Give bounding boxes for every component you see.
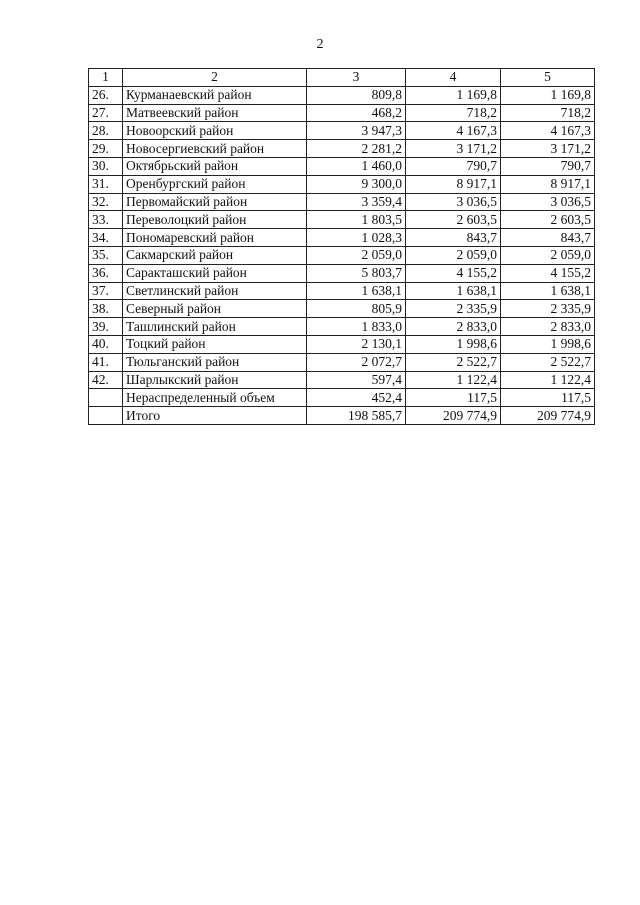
table-row bbox=[89, 86, 595, 104]
row-number-cell: 31. bbox=[89, 175, 123, 193]
value-col4-cell: 2 522,7 bbox=[406, 353, 501, 371]
table-row bbox=[89, 122, 595, 140]
row-number-cell: 33. bbox=[89, 211, 123, 229]
row-number-cell: 42. bbox=[89, 371, 123, 389]
row-number-cell: 40. bbox=[89, 335, 123, 353]
value-col4-cell: 718,2 bbox=[406, 104, 501, 122]
table-row bbox=[89, 335, 595, 353]
value-col4-cell: 1 122,4 bbox=[406, 371, 501, 389]
table-row bbox=[89, 389, 595, 407]
district-name-cell: Саракташский район bbox=[123, 264, 307, 282]
value-col5-cell: 4 167,3 bbox=[501, 122, 595, 140]
table-body bbox=[89, 69, 595, 425]
header-cell-2: 2 bbox=[123, 69, 307, 87]
value-col5-cell: 117,5 bbox=[501, 389, 595, 407]
row-number-cell: 34. bbox=[89, 229, 123, 247]
district-name-cell: Пономаревский район bbox=[123, 229, 307, 247]
table-row bbox=[89, 407, 595, 425]
value-col3-cell: 198 585,7 bbox=[307, 407, 406, 425]
row-number-cell: 39. bbox=[89, 318, 123, 336]
value-col4-cell: 1 998,6 bbox=[406, 335, 501, 353]
district-name-cell: Оренбургский район bbox=[123, 175, 307, 193]
district-name-cell: Тюльганский район bbox=[123, 353, 307, 371]
table-row bbox=[89, 300, 595, 318]
row-number-cell: 36. bbox=[89, 264, 123, 282]
value-col5-cell: 8 917,1 bbox=[501, 175, 595, 193]
value-col3-cell: 1 638,1 bbox=[307, 282, 406, 300]
district-name-cell: Нераспределенный объем bbox=[123, 389, 307, 407]
table-row bbox=[89, 193, 595, 211]
row-number-cell: 30. bbox=[89, 157, 123, 175]
district-name-cell: Октябрьский район bbox=[123, 157, 307, 175]
value-col5-cell: 1 169,8 bbox=[501, 86, 595, 104]
table-row bbox=[89, 229, 595, 247]
value-col4-cell: 209 774,9 bbox=[406, 407, 501, 425]
district-name-cell: Новосергиевский район bbox=[123, 140, 307, 158]
district-name-cell: Ташлинский район bbox=[123, 318, 307, 336]
value-col3-cell: 809,8 bbox=[307, 86, 406, 104]
value-col5-cell: 718,2 bbox=[501, 104, 595, 122]
value-col5-cell: 1 638,1 bbox=[501, 282, 595, 300]
value-col3-cell: 9 300,0 bbox=[307, 175, 406, 193]
value-col4-cell: 3 036,5 bbox=[406, 193, 501, 211]
district-name-cell: Матвеевский район bbox=[123, 104, 307, 122]
value-col5-cell: 2 522,7 bbox=[501, 353, 595, 371]
row-number-cell: 27. bbox=[89, 104, 123, 122]
value-col5-cell: 1 122,4 bbox=[501, 371, 595, 389]
table-row bbox=[89, 175, 595, 193]
value-col4-cell: 2 059,0 bbox=[406, 246, 501, 264]
row-number-cell bbox=[89, 407, 123, 425]
district-name-cell: Сакмарский район bbox=[123, 246, 307, 264]
value-col3-cell: 1 460,0 bbox=[307, 157, 406, 175]
table-row bbox=[89, 318, 595, 336]
header-cell-3: 3 bbox=[307, 69, 406, 87]
table-row bbox=[89, 282, 595, 300]
value-col4-cell: 117,5 bbox=[406, 389, 501, 407]
district-name-cell: Шарлыкский район bbox=[123, 371, 307, 389]
value-col3-cell: 1 833,0 bbox=[307, 318, 406, 336]
data-table bbox=[88, 68, 595, 425]
value-col3-cell: 5 803,7 bbox=[307, 264, 406, 282]
value-col5-cell: 843,7 bbox=[501, 229, 595, 247]
value-col5-cell: 3 171,2 bbox=[501, 140, 595, 158]
district-name-cell: Светлинский район bbox=[123, 282, 307, 300]
value-col3-cell: 1 028,3 bbox=[307, 229, 406, 247]
row-number-cell: 37. bbox=[89, 282, 123, 300]
page-number: 2 bbox=[316, 37, 324, 52]
row-number-cell: 41. bbox=[89, 353, 123, 371]
value-col3-cell: 3 359,4 bbox=[307, 193, 406, 211]
header-cell-4: 4 bbox=[406, 69, 501, 87]
value-col5-cell: 790,7 bbox=[501, 157, 595, 175]
district-name-cell: Первомайский район bbox=[123, 193, 307, 211]
value-col4-cell: 4 167,3 bbox=[406, 122, 501, 140]
table-row bbox=[89, 211, 595, 229]
table-row bbox=[89, 157, 595, 175]
value-col4-cell: 1 169,8 bbox=[406, 86, 501, 104]
value-col4-cell: 2 833,0 bbox=[406, 318, 501, 336]
table-row bbox=[89, 353, 595, 371]
value-col3-cell: 2 281,2 bbox=[307, 140, 406, 158]
value-col5-cell: 2 059,0 bbox=[501, 246, 595, 264]
row-number-cell: 26. bbox=[89, 86, 123, 104]
row-number-cell: 35. bbox=[89, 246, 123, 264]
row-number-cell: 28. bbox=[89, 122, 123, 140]
value-col4-cell: 4 155,2 bbox=[406, 264, 501, 282]
value-col3-cell: 2 059,0 bbox=[307, 246, 406, 264]
district-name-cell: Северный район bbox=[123, 300, 307, 318]
value-col4-cell: 843,7 bbox=[406, 229, 501, 247]
table-row bbox=[89, 104, 595, 122]
row-number-cell: 32. bbox=[89, 193, 123, 211]
value-col4-cell: 2 335,9 bbox=[406, 300, 501, 318]
value-col4-cell: 3 171,2 bbox=[406, 140, 501, 158]
value-col5-cell: 4 155,2 bbox=[501, 264, 595, 282]
value-col4-cell: 1 638,1 bbox=[406, 282, 501, 300]
value-col3-cell: 468,2 bbox=[307, 104, 406, 122]
district-name-cell: Новоорский район bbox=[123, 122, 307, 140]
district-name-cell: Переволоцкий район bbox=[123, 211, 307, 229]
value-col5-cell: 2 603,5 bbox=[501, 211, 595, 229]
value-col5-cell: 209 774,9 bbox=[501, 407, 595, 425]
value-col3-cell: 1 803,5 bbox=[307, 211, 406, 229]
table-row bbox=[89, 264, 595, 282]
table-header-row bbox=[89, 69, 595, 87]
value-col4-cell: 790,7 bbox=[406, 157, 501, 175]
value-col3-cell: 2 072,7 bbox=[307, 353, 406, 371]
header-cell-5: 5 bbox=[501, 69, 595, 87]
value-col5-cell: 3 036,5 bbox=[501, 193, 595, 211]
value-col3-cell: 2 130,1 bbox=[307, 335, 406, 353]
value-col5-cell: 2 335,9 bbox=[501, 300, 595, 318]
value-col4-cell: 8 917,1 bbox=[406, 175, 501, 193]
row-number-cell: 29. bbox=[89, 140, 123, 158]
table-row bbox=[89, 246, 595, 264]
district-name-cell: Курманаевский район bbox=[123, 86, 307, 104]
value-col3-cell: 452,4 bbox=[307, 389, 406, 407]
value-col3-cell: 597,4 bbox=[307, 371, 406, 389]
row-number-cell bbox=[89, 389, 123, 407]
value-col5-cell: 1 998,6 bbox=[501, 335, 595, 353]
value-col3-cell: 3 947,3 bbox=[307, 122, 406, 140]
district-name-cell: Тоцкий район bbox=[123, 335, 307, 353]
value-col4-cell: 2 603,5 bbox=[406, 211, 501, 229]
table-row bbox=[89, 140, 595, 158]
row-number-cell: 38. bbox=[89, 300, 123, 318]
header-cell-1: 1 bbox=[89, 69, 123, 87]
value-col3-cell: 805,9 bbox=[307, 300, 406, 318]
value-col5-cell: 2 833,0 bbox=[501, 318, 595, 336]
table-row bbox=[89, 371, 595, 389]
district-name-cell: Итого bbox=[123, 407, 307, 425]
